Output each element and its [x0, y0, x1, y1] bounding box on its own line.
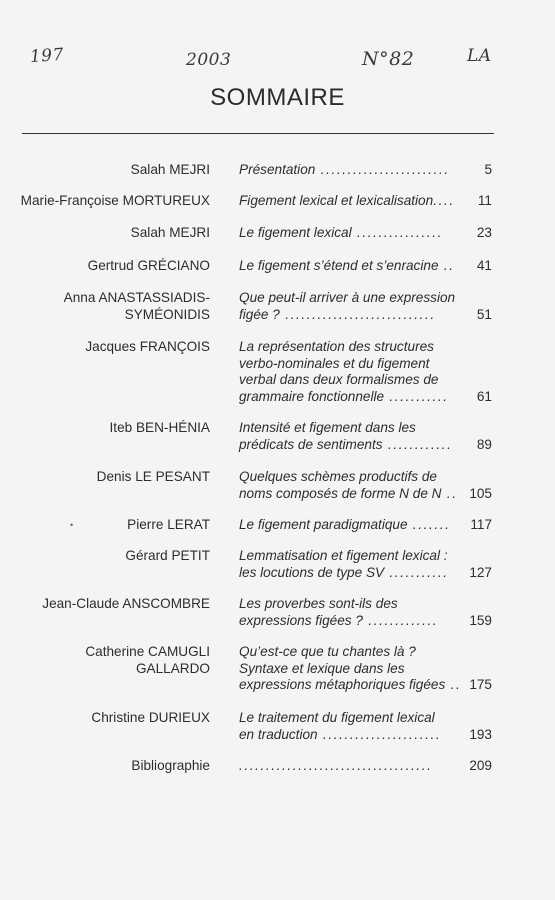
toc-author: Salah MEJRI: [130, 225, 210, 240]
stray-mark: •: [70, 520, 74, 530]
toc-author: Gertrud GRÉCIANO: [87, 258, 210, 273]
toc-title: Le figement paradigmatique .......: [239, 517, 451, 532]
toc-page-number: 127: [469, 564, 492, 580]
toc-title: Le figement s’étend et s’enracine ..: [239, 258, 455, 273]
toc-page-number: 41: [476, 258, 492, 273]
toc-author: Catherine CAMUGLI GALLARDO: [85, 644, 210, 676]
toc-title: Le figement lexical ................: [239, 225, 443, 240]
toc-title: Figement lexical et lexicalisation....: [239, 193, 455, 208]
toc-title: Intensité et figement dans les prédicats de sentiments ............: [239, 420, 453, 452]
toc-title: La représentation des structures verbo-nominales et du figement verbal dans deux formalismes de grammaire fonctionnelle ...........: [239, 339, 449, 404]
toc-author: Jean-Claude ANSCOMBRE: [42, 596, 210, 611]
toc-page-number: 5: [484, 162, 492, 177]
toc-title: Quelques schèmes productifs de noms composés de forme N de N ..: [239, 469, 458, 501]
toc-page-number: 209: [469, 758, 492, 773]
toc-page-number: 89: [476, 436, 492, 452]
toc-page-number: 11: [477, 193, 492, 208]
toc-author: Denis LE PESANT: [96, 469, 210, 484]
toc-page-number: 117: [470, 517, 492, 532]
toc-author: Christine DURIEUX: [91, 710, 210, 725]
toc-title: Présentation ........................: [239, 162, 450, 177]
toc-page-number: 159: [469, 612, 492, 628]
toc-title: Les proverbes sont-ils des expressions figées ? .............: [239, 596, 439, 628]
toc-author: Anna ANASTASSIADIS- SYMÉONIDIS: [63, 290, 210, 322]
toc-page-number: 193: [469, 726, 492, 742]
toc-author: Pierre LERAT: [127, 517, 210, 532]
toc-page-number: 61: [476, 388, 492, 404]
toc-title: Lemmatisation et figement lexical : les locutions de type SV ...........: [239, 548, 449, 580]
toc-page-number: 51: [476, 306, 492, 322]
page-title: SOMMAIRE: [210, 84, 345, 111]
toc-author: Gérard PETIT: [125, 548, 210, 563]
toc-title: ....................................: [239, 758, 433, 773]
handwritten-note-4: LA: [467, 46, 492, 66]
toc-author: Salah MEJRI: [130, 162, 210, 177]
toc-author: Iteb BEN-HÉNIA: [109, 420, 210, 435]
toc-author: Jacques FRANÇOIS: [85, 339, 210, 354]
toc-title: Qu’est-ce que tu chantes là ? Syntaxe et lexique dans les expressions métaphoriques figées ..: [239, 644, 462, 692]
title-divider: [22, 133, 494, 134]
toc-page-number: 105: [469, 485, 492, 501]
toc-author: Marie-Françoise MORTUREUX: [20, 193, 210, 208]
toc-author: Bibliographie: [131, 758, 210, 773]
handwritten-note-2: 2003: [186, 50, 232, 70]
handwritten-note-3: N°82: [362, 48, 415, 70]
toc-page-number: 23: [476, 225, 492, 240]
toc-title: Que peut-il arriver à une expression figée ? ............................: [239, 290, 456, 322]
toc-page-number: 175: [469, 677, 492, 692]
toc-title: Le traitement du figement lexical en traduction ......................: [239, 710, 442, 742]
handwritten-note-1: 197: [29, 44, 65, 68]
